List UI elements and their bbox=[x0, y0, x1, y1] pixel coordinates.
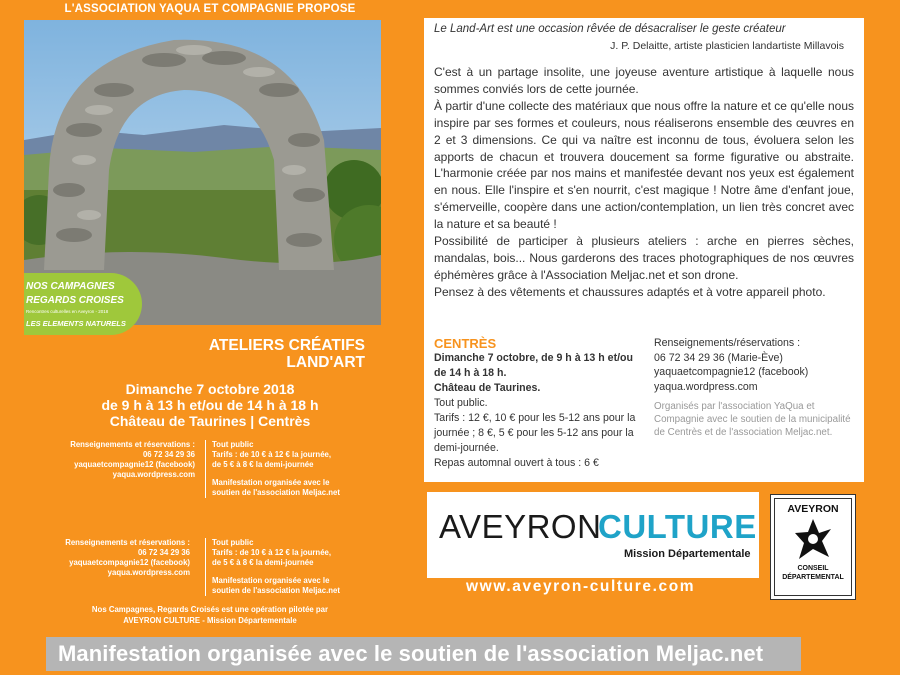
flyer-footer-line-1: Nos Campagnes, Regards Croisés est une opération pilotée par bbox=[91, 605, 329, 614]
event-date-line-3: Château de Taurines | Centrès bbox=[109, 413, 311, 429]
article-body bbox=[434, 64, 854, 301]
website-url: www.aveyron-culture.com bbox=[466, 578, 696, 595]
contact-details bbox=[654, 336, 859, 439]
badge-line-3: Rencontres culturelles en Aveyron - 2018 bbox=[26, 309, 109, 314]
contact-web: yaqua.wordpress.com bbox=[107, 568, 190, 577]
schedule: Dimanche 7 octobre, de 9 h à 13 h et/ou de 14 h à 18 h. bbox=[434, 352, 633, 379]
contact-title: Renseignements et réservations : bbox=[65, 538, 190, 547]
logo-mission-text: Mission Départementale bbox=[624, 548, 751, 560]
contact-web: yaqua.wordpress.com bbox=[112, 470, 195, 479]
contact-facebook: yaquaetcompagnie12 (facebook) bbox=[74, 460, 195, 469]
meal-price: Repas automnal ouvert à tous : 6 € bbox=[434, 457, 599, 469]
badge-line-4: LES ELEMENTS NATURELS bbox=[26, 319, 126, 328]
badge-line-2: REGARDS CROISES bbox=[26, 295, 124, 306]
support-banner bbox=[46, 637, 801, 671]
star-emblem-icon bbox=[793, 517, 833, 563]
pricing-block-2 bbox=[205, 538, 362, 596]
paragraph: À partir d'une collecte des matériaux que nous offre la nature et ce qu'elle nous inspire par ses formes et couleurs, nous réaliserons ensemble des œuvres en 2 et 3 dimensions. Ce qui va naître est inconnu de tous, évoluera selon les apports de chacun et trouvera doucement sa forme figurative ou abstraite. L'harmonie créée par nos mains et manifestée devant nos yeux est également en nous. Elle l'inspire et s'en nourrit, c'est magique ! Notre âme d'enfant joue, s'émerveille, coopère dans une action/contemplation, un lien très concret avec la nature et sa beauté ! bbox=[434, 98, 854, 232]
contact-phone: 06 72 34 29 36 bbox=[137, 548, 190, 557]
logo-culture-text: CULTURE bbox=[598, 508, 757, 545]
article-quote: Le Land-Art est une occasion rêvée de désacraliser le geste créateur bbox=[434, 23, 786, 35]
conseil-bottom-text-1: CONSEIL bbox=[797, 565, 829, 572]
manif-line-2: soutien de l'association Meljac.net bbox=[212, 488, 340, 497]
manif-line-2: soutien de l'association Meljac.net bbox=[212, 586, 340, 595]
event-date-line-2: de 9 h à 13 h et/ou de 14 h à 18 h bbox=[101, 397, 319, 413]
pricing-block-1 bbox=[205, 440, 362, 498]
flyer-footer-line-2: AVEYRON CULTURE - Mission Départementale bbox=[123, 615, 297, 625]
contact-phone: 06 72 34 29 36 bbox=[142, 450, 195, 459]
contact-web: yaqua.wordpress.com bbox=[654, 380, 758, 393]
manif-line-1: Manifestation organisée avec le bbox=[212, 576, 330, 585]
conseil-top-text: AVEYRON bbox=[787, 503, 839, 515]
event-title-line-1: ATELIERS CRÉATIFS bbox=[208, 337, 365, 354]
tarifs-line-2: de 5 € à 8 € la demi-journée bbox=[212, 460, 314, 469]
manif-line-1: Manifestation organisée avec le bbox=[212, 478, 330, 487]
event-details bbox=[434, 336, 642, 471]
aveyron-culture-logo bbox=[427, 492, 759, 578]
event-title bbox=[115, 337, 365, 371]
contact-facebook: yaquaetcompagnie12 (facebook) bbox=[654, 366, 809, 378]
public: Tout public. bbox=[434, 397, 488, 409]
conseil-bottom-text-2: DÉPARTEMENTAL bbox=[782, 574, 844, 581]
location: Château de Taurines. bbox=[434, 382, 541, 394]
contact-block-2 bbox=[45, 538, 190, 578]
campaign-badge bbox=[24, 273, 142, 335]
contact-title: Renseignements et réservations : bbox=[70, 440, 195, 449]
conseil-departemental-logo bbox=[770, 494, 856, 600]
flyer-footer bbox=[60, 605, 360, 626]
badge-line-1: NOS CAMPAGNES bbox=[26, 281, 115, 292]
paragraph: Possibilité de participer à plusieurs ateliers : arche en pierres sèches, mandalas, bois... Nous garderons des traces photographiques de nos œuvres éphémères grâce à l'Association Meljac.net et son drone. bbox=[434, 234, 854, 282]
contact-title: Renseignements/réservations : bbox=[654, 337, 801, 349]
flyer-header: L'ASSOCIATION YAQUA ET COMPAGNIE PROPOSE bbox=[64, 3, 356, 15]
public-label: Tout public bbox=[212, 538, 254, 547]
event-date bbox=[40, 381, 380, 429]
contact-block-1 bbox=[50, 440, 195, 480]
tarifs-line-2: de 5 € à 8 € la demi-journée bbox=[212, 558, 314, 567]
public-label: Tout public bbox=[212, 440, 254, 449]
paragraph: Pensez à des vêtements et chaussures adaptés et à votre appareil photo. bbox=[434, 284, 826, 299]
article-panel bbox=[424, 18, 864, 482]
logo-aveyron-text: AVEYRON bbox=[439, 508, 602, 545]
tarifs-line-1: Tarifs : de 10 € à 12 € la journée, bbox=[212, 450, 332, 459]
quote-author: J. P. Delaitte, artiste plasticien landartiste Millavois bbox=[610, 40, 844, 52]
event-title-line-2: LAND'ART bbox=[286, 354, 365, 371]
event-date-line-1: Dimanche 7 octobre 2018 bbox=[125, 381, 295, 397]
organisers-note: Organisés par l'association YaQua et Compagnie avec le soutien de la municipalité de Centrès et de l'association Meljac.net. bbox=[654, 401, 851, 438]
place-heading: CENTRÈS bbox=[434, 336, 497, 351]
contact-phone: 06 72 34 29 36 (Marie-Ève) bbox=[654, 351, 783, 364]
support-banner-text: Manifestation organisée avec le soutien de l'association Meljac.net bbox=[58, 641, 764, 666]
contact-facebook: yaquaetcompagnie12 (facebook) bbox=[69, 558, 190, 567]
tarifs: Tarifs : 12 €, 10 € pour les 5-12 ans pour la journée ; 8 €, 5 € pour les 5-12 ans pour la demi-journée. bbox=[434, 412, 636, 454]
paragraph: C'est à un partage insolite, une joyeuse aventure artistique à laquelle nous sommes conviés lors de cette journée. bbox=[434, 65, 854, 96]
tarifs-line-1: Tarifs : de 10 € à 12 € la journée, bbox=[212, 548, 332, 557]
